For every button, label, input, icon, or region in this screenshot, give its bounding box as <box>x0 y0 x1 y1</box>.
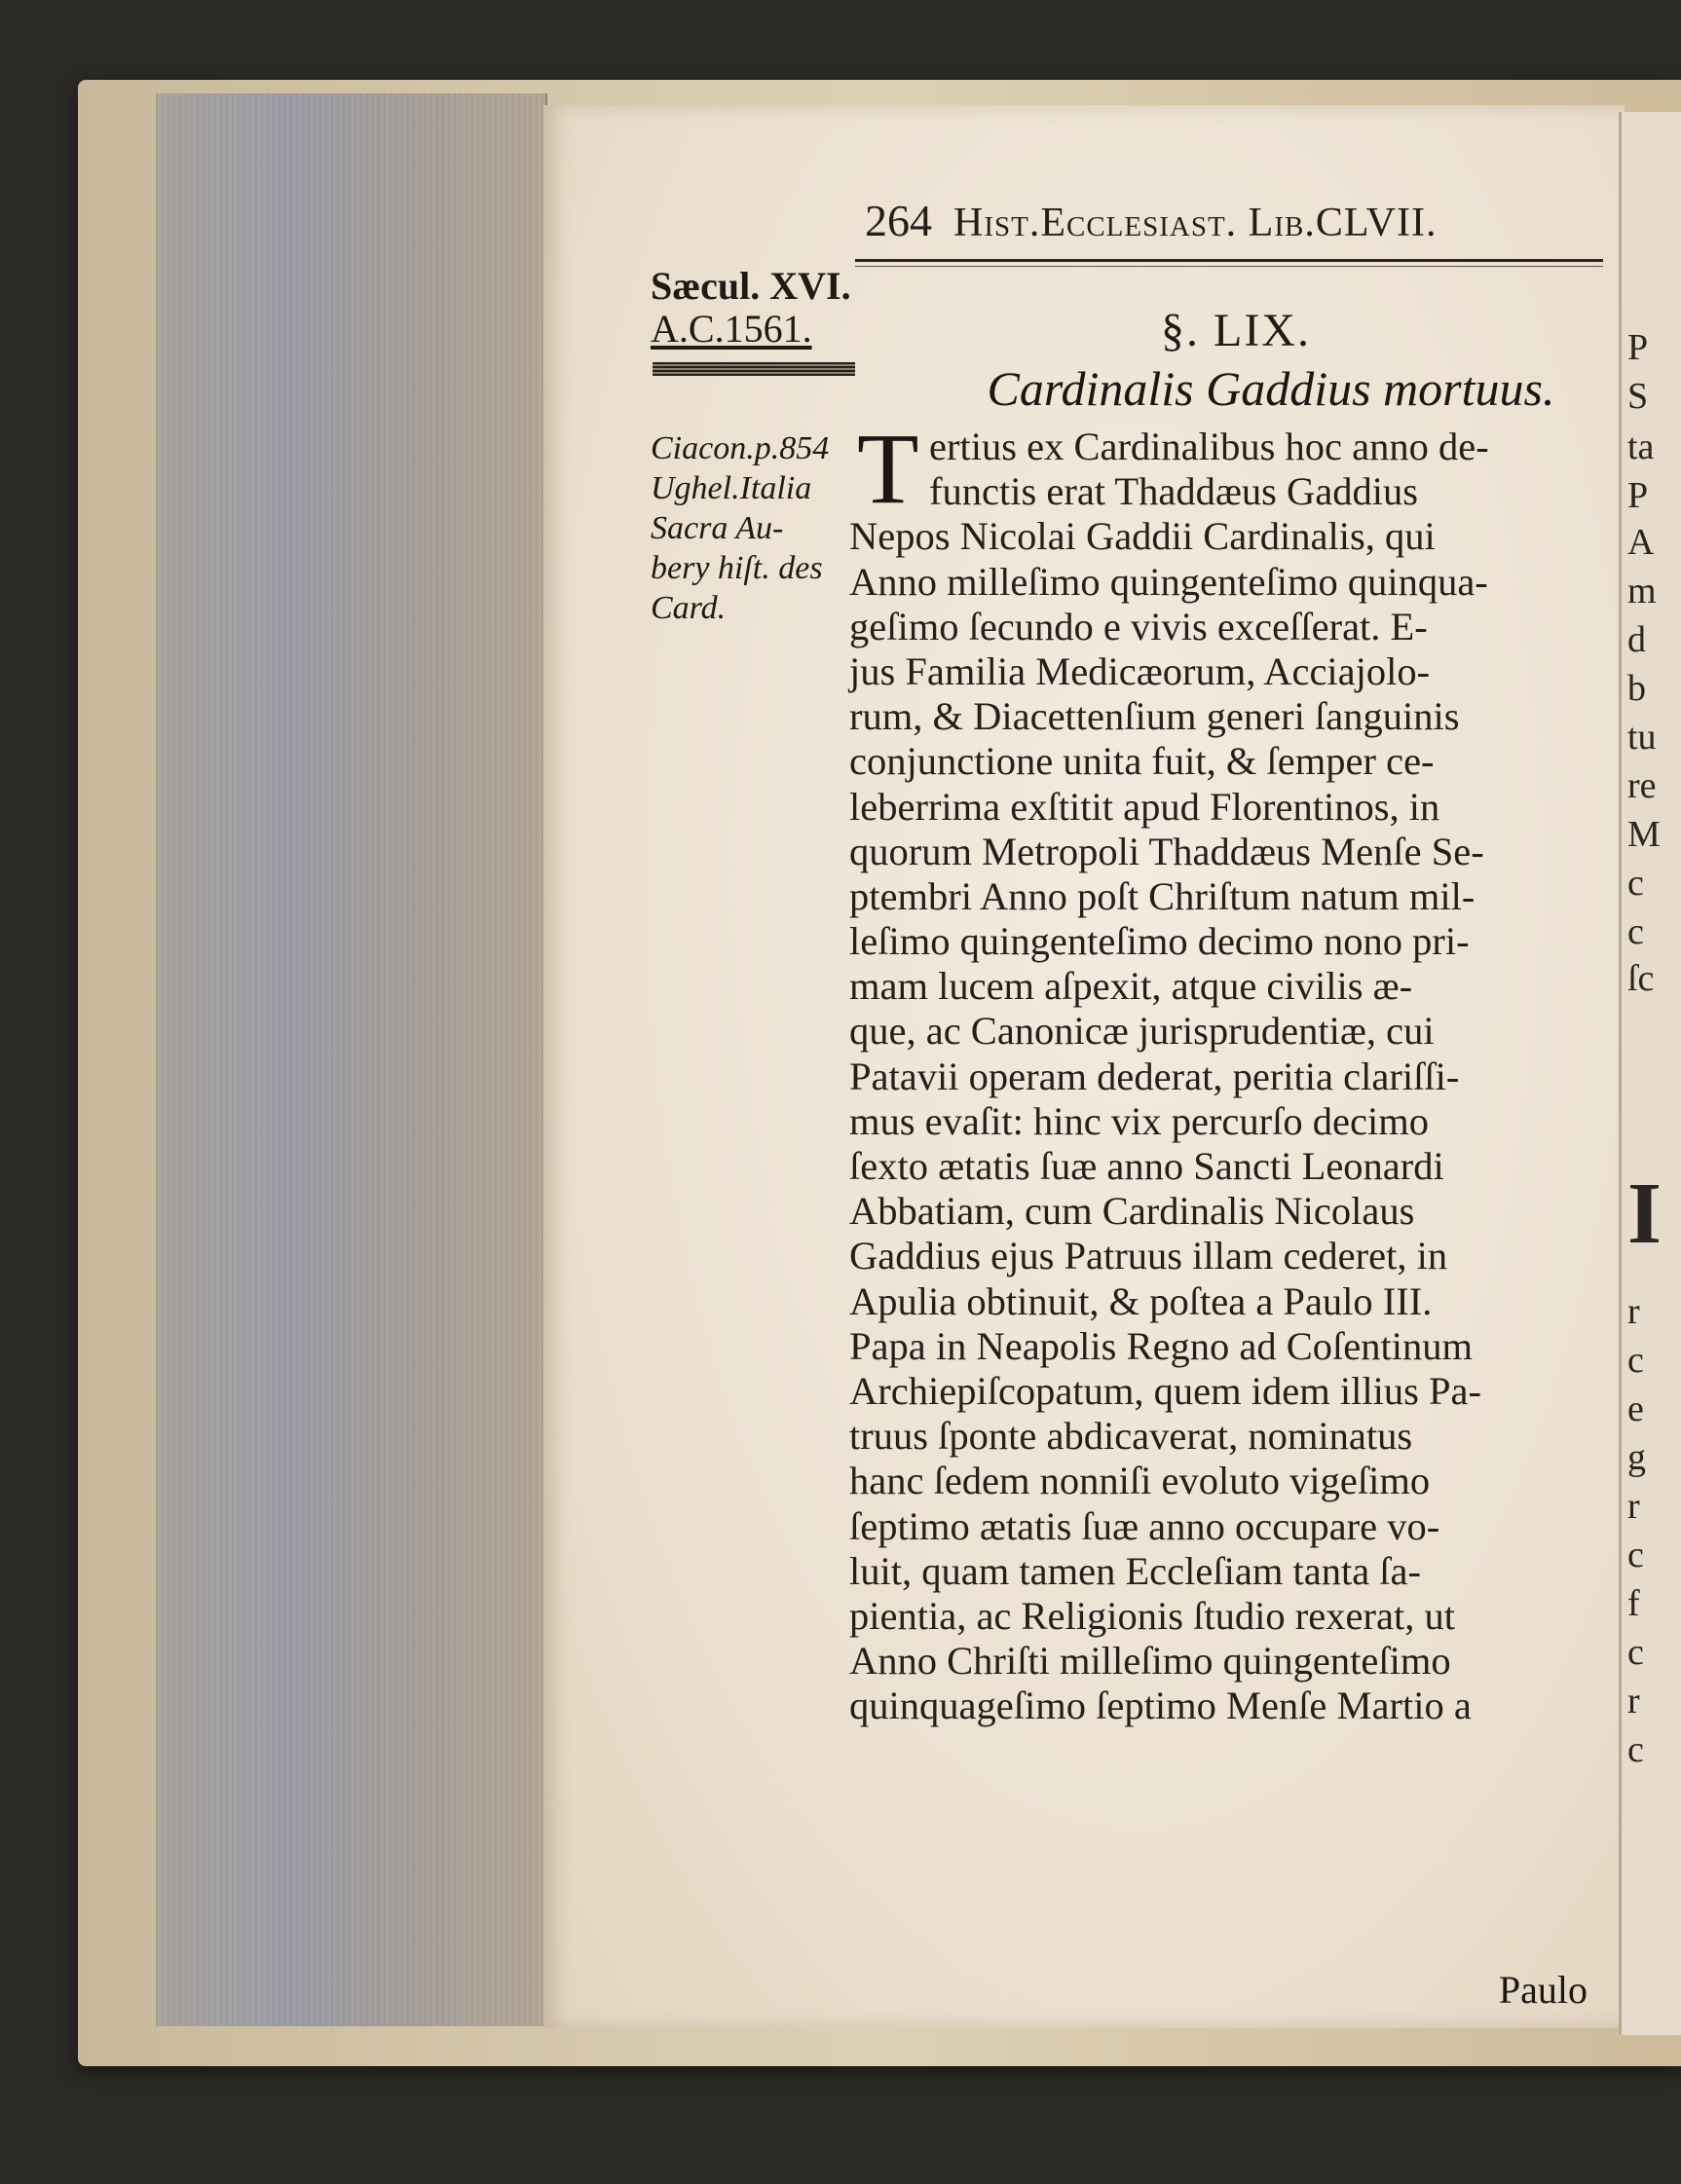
facing-page-fragment: P <box>1627 475 1649 516</box>
text-line: Gaddius ejus Patruus illam cederet, in <box>849 1234 1448 1278</box>
facing-page-fragment: g <box>1627 1437 1646 1478</box>
text-line: que, ac Canonicæ jurisprudentiæ, cui <box>849 1009 1435 1054</box>
text-line: ſexto ætatis ſuæ anno Sancti Leonardi <box>849 1144 1444 1188</box>
anno-label: A.C.1561. <box>651 307 812 351</box>
section-title: Cardinalis Gaddius mortuus. <box>987 361 1555 416</box>
margin-rule <box>653 362 855 376</box>
facing-page-fragment: c <box>1627 1729 1644 1770</box>
text-line: functis erat Thaddæus Gaddius <box>929 469 1419 514</box>
facing-page-fragment: c <box>1627 1632 1644 1673</box>
catchword: Paulo <box>1498 1968 1588 2012</box>
facing-page-fragment: c <box>1627 911 1644 952</box>
text-line: conjunctione unita fuit, & ſemper ce- <box>849 739 1435 784</box>
facing-page-fragment: c <box>1627 1535 1644 1575</box>
facing-page-fragment: f <box>1627 1583 1640 1624</box>
facing-page-fragment: I <box>1627 1166 1662 1262</box>
text-line: Anno Chriſti milleſimo quingenteſimo <box>849 1639 1451 1684</box>
facing-page-fragment: b <box>1627 668 1646 709</box>
text-line: Apulia obtinuit, & poſtea a Paulo III. <box>849 1278 1433 1323</box>
text-line: Nepos Nicolai Gaddii Cardinalis, qui <box>849 514 1436 559</box>
facing-page-fragment: A <box>1627 522 1655 563</box>
body-text <box>849 425 1628 1728</box>
text-line: pientia, ac Religionis ſtudio rexerat, ut <box>849 1593 1455 1638</box>
text-line: ſeptimo ætatis ſuæ anno occupare vo- <box>849 1503 1440 1548</box>
text-line: mam lucem aſpexit, atque civilis æ- <box>849 964 1413 1009</box>
text-line: leberrima exſtitit apud Florentinos, in <box>849 784 1440 829</box>
text-line: Papa in Neapolis Regno ad Coſentinum <box>849 1323 1474 1368</box>
source-line: bery hiſt. des <box>651 550 823 586</box>
header-rule <box>855 259 1603 262</box>
text-line: jus Familia Medicæorum, Acciajolo- <box>849 648 1431 693</box>
text-line: quinquageſimo ſeptimo Menſe Martio a <box>849 1684 1472 1728</box>
facing-page-fragment: M <box>1627 814 1661 855</box>
facing-page-fragment: re <box>1627 765 1657 806</box>
facing-page-fragment: r <box>1627 1681 1640 1721</box>
facing-page-fragment: tu <box>1627 717 1657 758</box>
facing-page-fragment: e <box>1627 1388 1644 1429</box>
text-line: quorum Metropoli Thaddæus Menſe Se- <box>849 829 1484 873</box>
facing-page-fragment: c <box>1627 1340 1644 1381</box>
text-line: truus ſponte abdicaverat, nominatus <box>849 1414 1413 1459</box>
facing-page-fragment: P <box>1627 327 1649 368</box>
facing-page-fragment: S <box>1627 376 1649 417</box>
text-line: leſimo quingenteſimo decimo nono pri- <box>849 919 1470 964</box>
running-title: Hist.Ecclesiast. Lib.CLVII. <box>953 201 1438 245</box>
source-line: Card. <box>651 590 727 626</box>
running-header <box>865 195 1605 253</box>
text-line: mus evaſit: hinc vix percurſo decimo <box>849 1098 1429 1143</box>
section-number: §. LIX. <box>1161 305 1311 356</box>
source-line: Sacra Au- <box>651 510 784 546</box>
margin-date-note <box>651 265 851 351</box>
page-number: 264 <box>865 196 932 245</box>
source-line: Ughel.Italia <box>651 470 812 506</box>
drop-cap: T <box>857 413 919 525</box>
facing-page-fragment: ſc <box>1627 958 1655 999</box>
facing-page-fragment: r <box>1627 1291 1640 1332</box>
text-line: rum, & Diacettenſium generi ſanguinis <box>849 694 1460 739</box>
text-line: geſimo ſecundo e vivis exceſſerat. E- <box>849 604 1428 648</box>
text-line: Patavii operam dederat, peritia clariſſi- <box>849 1054 1460 1098</box>
text-line: ptembri Anno poſt Chriſtum natum mil- <box>849 873 1476 918</box>
page-edges <box>156 93 547 2026</box>
text-line: Abbatiam, cum Cardinalis Nicolaus <box>849 1189 1415 1234</box>
facing-page-fragment: ta <box>1627 426 1655 467</box>
text-line: Archiepiſcopatum, quem idem illius Pa- <box>849 1368 1481 1413</box>
margin-sources <box>651 428 865 628</box>
text-line: hanc ſedem nonniſi evoluto vigeſimo <box>849 1459 1431 1503</box>
source-line: Ciacon.p.854 <box>651 430 830 466</box>
text-line: luit, quam tamen Eccleſiam tanta ſa- <box>849 1548 1422 1593</box>
text-line: Anno milleſimo quingenteſimo quinqua- <box>849 559 1488 604</box>
header-rule-thin <box>855 266 1603 267</box>
facing-page-fragment: m <box>1627 571 1657 611</box>
saeculum-label: Sæcul. XVI. <box>651 264 851 308</box>
facing-page-fragment: c <box>1627 863 1644 904</box>
text-line: ertius ex Cardinalibus hoc anno de- <box>929 425 1489 468</box>
facing-page-fragment: r <box>1627 1486 1640 1527</box>
facing-page-fragment: d <box>1627 619 1646 660</box>
